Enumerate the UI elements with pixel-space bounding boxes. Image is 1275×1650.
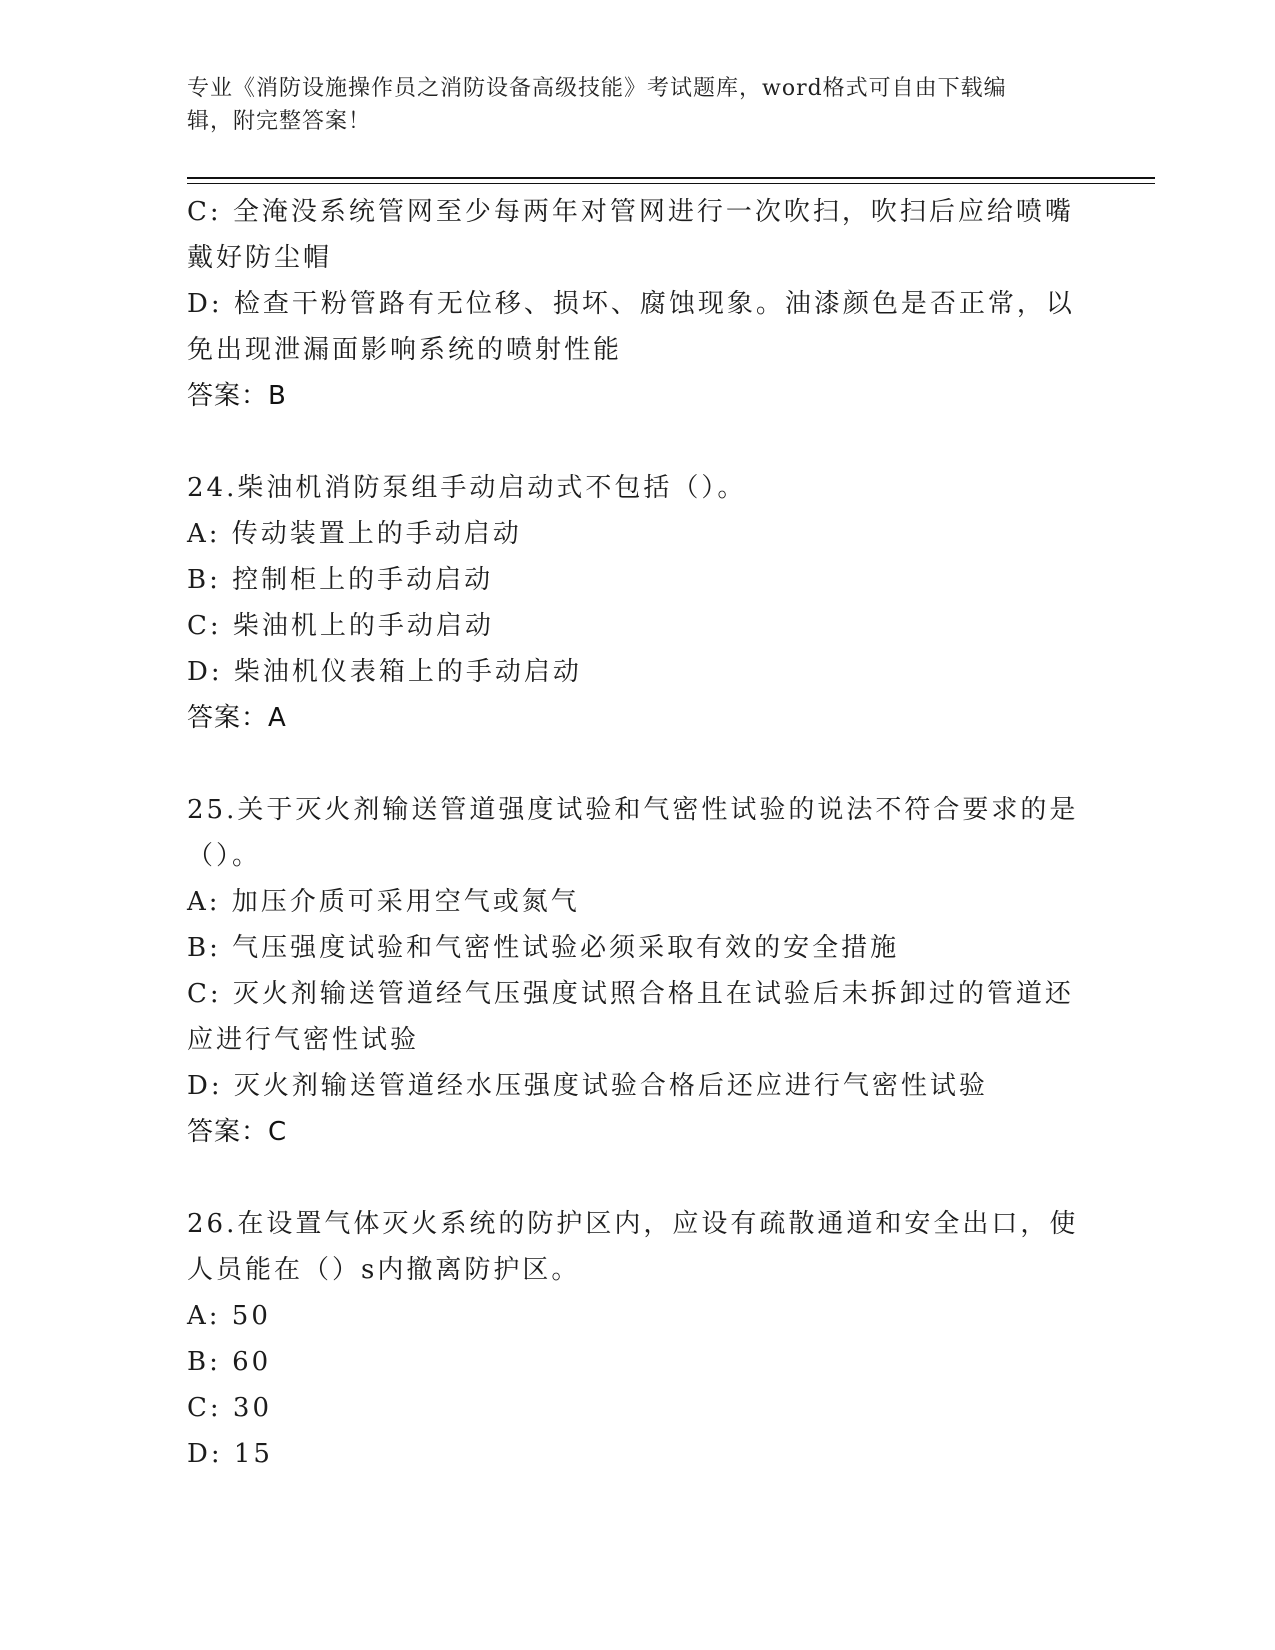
header-line-2: 辑，附完整答案！ — [187, 109, 372, 134]
header-divider-thin — [187, 183, 1155, 184]
question-25 — [187, 787, 1087, 1155]
option-c: C: 柴油机上的手动启动 — [187, 611, 494, 641]
option-b: B: 60 — [187, 1347, 272, 1377]
question-list — [187, 189, 1087, 1477]
option-b: B: 气压强度试验和气密性试验必须采取有效的安全措施 — [187, 933, 900, 963]
option-d-continued: 免出现泄漏面影响系统的喷射性能 — [187, 335, 623, 365]
answer: 答案：A — [187, 703, 287, 733]
spacer — [187, 1155, 1087, 1201]
option-d: D: 灭火剂输送管道经水压强度试验合格后还应进行气密性试验 — [187, 1071, 988, 1101]
header-divider-thick — [187, 177, 1155, 179]
answer: 答案：C — [187, 1117, 288, 1147]
option-c-continued: 应进行气密性试验 — [187, 1025, 420, 1055]
option-c: C: 灭火剂输送管道经气压强度试照合格且在试验后未拆卸过的管道还 — [187, 979, 1074, 1009]
option-c: C: 30 — [187, 1393, 273, 1423]
question-stem: 25.关于灭火剂输送管道强度试验和气密性试验的说法不符合要求的是 — [187, 795, 1079, 825]
option-d: D: 柴油机仪表箱上的手动启动 — [187, 657, 582, 687]
question-stem-continued: （）。 — [187, 841, 262, 871]
option-c-continued: 戴好防尘帽 — [187, 243, 333, 273]
option-a: A: 50 — [187, 1301, 271, 1331]
option-a: A: 传动装置上的手动启动 — [187, 519, 522, 549]
option-d: D: 检查干粉管路有无位移、损坏、腐蚀现象。油漆颜色是否正常，以 — [187, 289, 1075, 319]
question-24 — [187, 465, 1087, 741]
question-stem-continued: 人员能在（）s内撤离防护区。 — [187, 1255, 581, 1285]
option-d: D: 15 — [187, 1439, 273, 1469]
question-23-continued — [187, 189, 1087, 419]
option-c: C: 全淹没系统管网至少每两年对管网进行一次吹扫，吹扫后应给喷嘴 — [187, 197, 1074, 227]
header-line-1: 专业《消防设施操作员之消防设备高级技能》考试题库，word格式可自由下载编 — [187, 76, 1007, 101]
answer: 答案：B — [187, 381, 287, 411]
question-26 — [187, 1201, 1087, 1477]
option-b: B: 控制柜上的手动启动 — [187, 565, 494, 595]
document-header — [187, 72, 1067, 138]
question-stem: 26.在设置气体灭火系统的防护区内，应设有疏散通道和安全出口，使 — [187, 1209, 1079, 1239]
spacer — [187, 419, 1087, 465]
option-a: A: 加压介质可采用空气或氮气 — [187, 887, 580, 917]
question-stem: 24.柴油机消防泵组手动启动式不包括（）。 — [187, 473, 747, 503]
spacer — [187, 741, 1087, 787]
